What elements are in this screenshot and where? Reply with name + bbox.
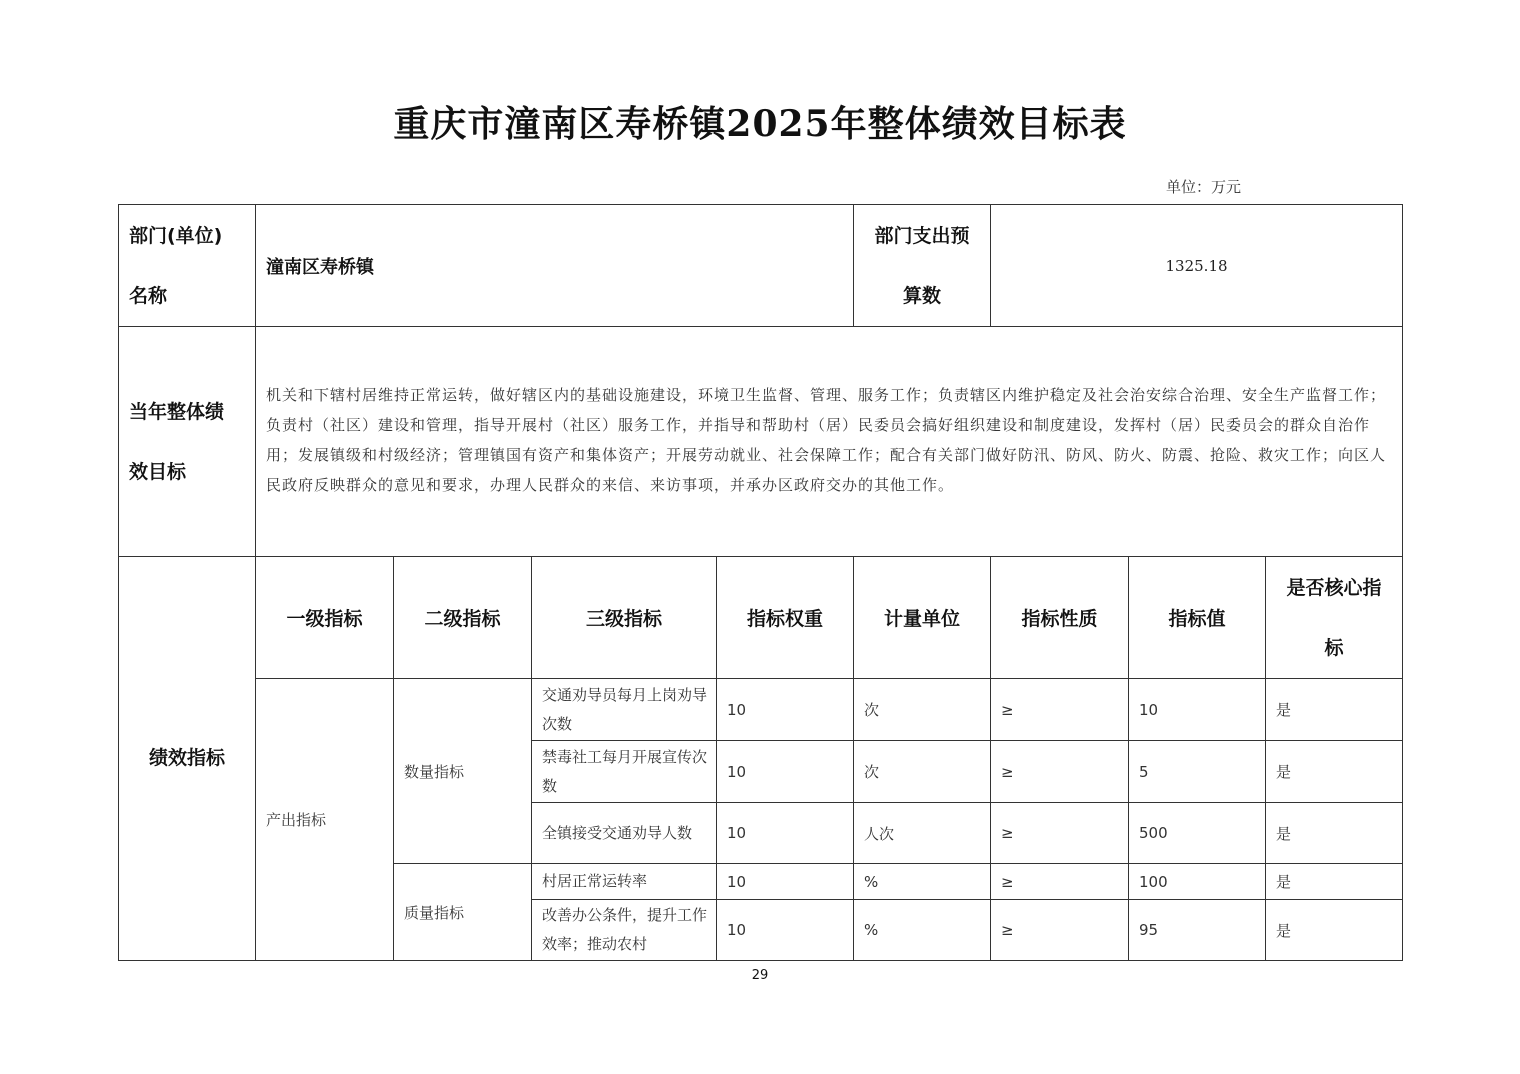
row-core: 是 bbox=[1266, 741, 1403, 803]
goal-label-line2: 效目标 bbox=[129, 460, 187, 483]
row-value: 95 bbox=[1129, 900, 1266, 961]
document-title: 重庆市潼南区寿桥镇2025年整体绩效目标表 bbox=[393, 103, 1127, 145]
dept-label-cell bbox=[119, 205, 256, 327]
row-core: 是 bbox=[1266, 900, 1403, 961]
row-weight: 10 bbox=[717, 900, 854, 961]
row-unit: % bbox=[854, 864, 991, 900]
row-weight: 10 bbox=[717, 803, 854, 864]
col-core-line1: 是否核心指 bbox=[1286, 576, 1382, 599]
col-value: 指标值 bbox=[1129, 557, 1266, 679]
row-core: 是 bbox=[1266, 803, 1403, 864]
row-nature: ≥ bbox=[991, 741, 1129, 803]
row-level3: 全镇接受交通劝导人数 bbox=[532, 803, 717, 864]
goal-text: 机关和下辖村居维持正常运转，做好辖区内的基础设施建设，环境卫生监督、管理、服务工作；负责辖区内维护稳定及社会治安综合治理、安全生产监督工作；负责村（社区）建设和管理，指导开展村（社区）服务工作，并指导和帮助村（居）民委员会搞好组织建设和制度建设，发挥村（居）民委员会的群众自治作用；发展镇级和村级经济；管理镇国有资产和集体资产；开展劳动就业、社会保障工作；配合有关部门做好防汛、防风、防火、防震、抢险、救灾工作；向区人民政府反映群众的意见和要求，办理人民群众的来信、来访事项，并承办区政府交办的其他工作。 bbox=[256, 327, 1403, 557]
goal-label-cell bbox=[119, 327, 256, 557]
row-value: 100 bbox=[1129, 864, 1266, 900]
col-level2: 二级指标 bbox=[394, 557, 532, 679]
row-level3: 村居正常运转率 bbox=[532, 864, 717, 900]
dept-name: 潼南区寿桥镇 bbox=[256, 205, 854, 327]
page-number: 29 bbox=[751, 968, 769, 983]
row-nature: ≥ bbox=[991, 900, 1129, 961]
row-level3: 改善办公条件，提升工作效率；推动农村 bbox=[532, 900, 717, 961]
col-unit: 计量单位 bbox=[854, 557, 991, 679]
col-level1: 一级指标 bbox=[256, 557, 394, 679]
row-value: 500 bbox=[1129, 803, 1266, 864]
row-level3: 禁毒社工每月开展宣传次数 bbox=[532, 741, 717, 803]
dept-label-line2: 名称 bbox=[129, 284, 168, 307]
row-value: 10 bbox=[1129, 679, 1266, 741]
row-core: 是 bbox=[1266, 864, 1403, 900]
budget-value: 1325.18 bbox=[991, 205, 1403, 327]
row-core: 是 bbox=[1266, 679, 1403, 741]
budget-label-line1: 部门支出预 bbox=[874, 224, 970, 247]
row-unit: % bbox=[854, 900, 991, 961]
col-level3: 三级指标 bbox=[532, 557, 717, 679]
row-weight: 10 bbox=[717, 679, 854, 741]
budget-label-cell bbox=[854, 205, 991, 327]
perf-label: 绩效指标 bbox=[119, 557, 256, 961]
level2-quality: 质量指标 bbox=[394, 864, 532, 961]
dept-label-line1: 部门(单位) bbox=[129, 224, 223, 247]
goal-row bbox=[119, 327, 1403, 557]
dept-row bbox=[119, 205, 1403, 327]
unit-label: 单位：万元 bbox=[1166, 178, 1242, 196]
level1-output: 产出指标 bbox=[256, 679, 394, 961]
row-unit: 次 bbox=[854, 741, 991, 803]
performance-table bbox=[118, 204, 1403, 961]
table-row bbox=[119, 679, 1403, 741]
goal-label-line1: 当年整体绩 bbox=[129, 400, 225, 423]
col-core-line2: 标 bbox=[1324, 636, 1344, 659]
col-weight: 指标权重 bbox=[717, 557, 854, 679]
row-nature: ≥ bbox=[991, 679, 1129, 741]
row-weight: 10 bbox=[717, 741, 854, 803]
row-nature: ≥ bbox=[991, 864, 1129, 900]
level2-quantity: 数量指标 bbox=[394, 679, 532, 864]
row-nature: ≥ bbox=[991, 803, 1129, 864]
row-value: 5 bbox=[1129, 741, 1266, 803]
row-level3: 交通劝导员每月上岗劝导次数 bbox=[532, 679, 717, 741]
row-unit: 人次 bbox=[854, 803, 991, 864]
col-core bbox=[1266, 557, 1403, 679]
column-header-row bbox=[119, 557, 1403, 679]
row-unit: 次 bbox=[854, 679, 991, 741]
col-nature: 指标性质 bbox=[991, 557, 1129, 679]
row-weight: 10 bbox=[717, 864, 854, 900]
budget-label-line2: 算数 bbox=[902, 284, 941, 307]
